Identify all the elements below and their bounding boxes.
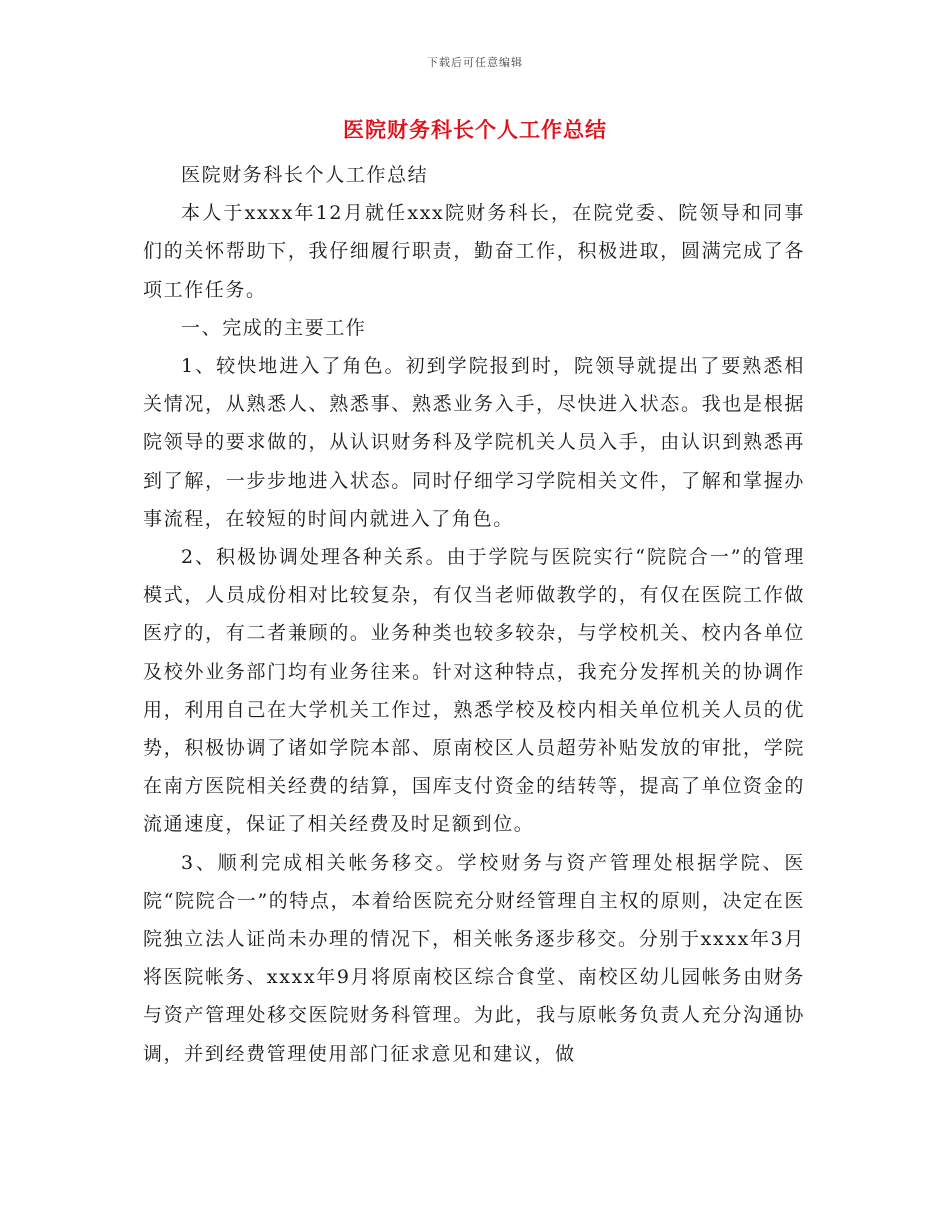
section-heading: 一、完成的主要工作	[181, 316, 367, 339]
paragraph-subtitle: 医院财务科长个人工作总结	[181, 164, 429, 186]
paragraph-item-1: 1、较快地进入了角色。初到学院报到时，院领导就提出了要熟悉相关情况，从熟悉人、熟悉事、熟悉业务入手，尽快进入状态。我也是根据院领导的要求做的，从认识财务科及学院机关人员入手，由认识到熟悉再到了解，一步步地进入状态。同时仔细学习学院相关文件，了解和掌握办事流程，在较短的时间内就进入了角色。	[143, 355, 805, 530]
paragraph-item-3: 3、顺利完成相关帐务移交。学校财务与资产管理处根据学院、医院“院院合一”的特点，本着给医院充分财经管理自主权的原则，决定在医院独立法人证尚未办理的情况下，相关帐务逐步移交。分别于xxxx年3月将医院帐务、xxxx年9月将原南校区综合食堂、南校区幼儿园帐务由财务与资产管理处移交医院财务科管理。为此，我与原帐务负责人充分沟通协调，并到经费管理使用部门征求意见和建议，做	[143, 851, 805, 1065]
document-title: 医院财务科长个人工作总结	[343, 117, 607, 142]
document-body	[143, 156, 805, 1073]
paragraph-item-2: 2、积极协调处理各种关系。由于学院与医院实行“院院合一”的管理模式，人员成份相对比较复杂，有仅当老师做教学的，有仅在医院工作做医疗的，有二者兼顾的。业务种类也较多较杂，与学校机关、校内各单位及校外业务部门均有业务往来。针对这种特点，我充分发挥机关的协调作用，利用自己在大学机关工作过，熟悉学校及校内相关单位机关人员的优势，积极协调了诸如学院本部、原南校区人员超劳补贴发放的审批，学院在南方医院相关经费的结算，国库支付资金的结转等，提高了单位资金的流通速度，保证了相关经费及时足额到位。	[143, 546, 805, 836]
paragraph-intro: 本人于xxxx年12月就任xxx院财务科长，在院党委、院领导和同事们的关怀帮助下，我仔细履行职责，勤奋工作，积极进取，圆满完成了各项工作任务。	[143, 202, 805, 301]
page-header-note: 下载后可任意编辑	[427, 56, 523, 69]
